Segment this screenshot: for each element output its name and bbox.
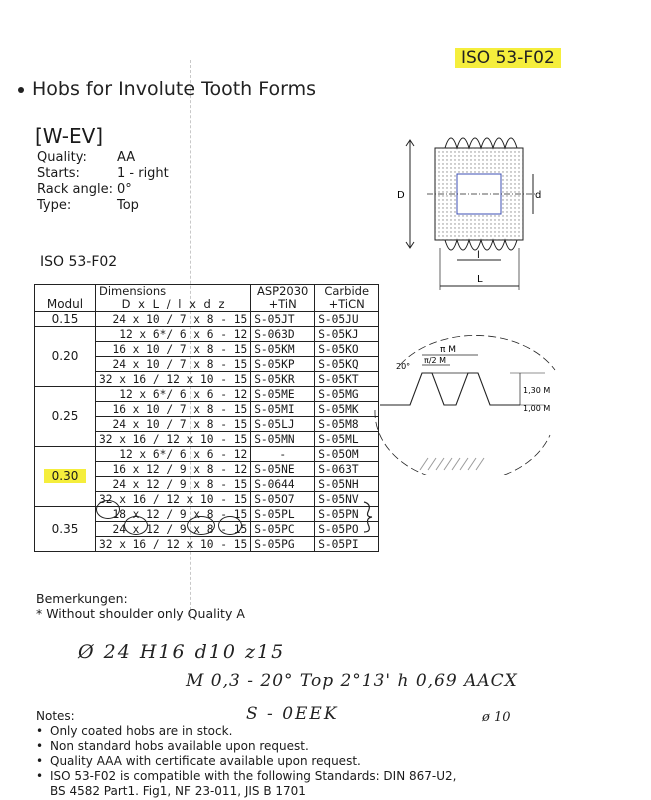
- carbide-cell: S-05KQ: [315, 357, 379, 372]
- header-dimensions: [96, 285, 251, 312]
- header-asp-sub: +TiN: [268, 297, 297, 311]
- dimension-cell: 16 x 12 / 9 x 8 - 12: [96, 462, 251, 477]
- property-value: 1 - right: [117, 166, 169, 181]
- carbide-cell: S-05KO: [315, 342, 379, 357]
- product-code: [W-EV]: [35, 124, 104, 148]
- header-asp-title: ASP2030: [257, 284, 309, 298]
- modul-cell: [35, 447, 96, 507]
- remarks-heading: Bemerkungen:: [36, 591, 128, 606]
- handwritten-circle-10: [187, 516, 215, 535]
- label-L: L: [477, 274, 483, 285]
- asp-cell: S-05KR: [251, 372, 315, 387]
- asp-cell: S-0644: [251, 477, 315, 492]
- hob-teeth-top: [445, 138, 517, 148]
- asp-cell: S-05KP: [251, 357, 315, 372]
- header-carbide: [315, 285, 379, 312]
- hatch-base: [420, 458, 484, 470]
- modul-highlight: 0.30: [44, 469, 87, 483]
- property-label: Rack angle:: [37, 182, 113, 197]
- handwritten-line-1: Ø 24 H16 d10 z15: [78, 641, 286, 663]
- list-item: • Only coated hobs are in stock.: [36, 724, 456, 739]
- label-130m: 1,30 M: [523, 386, 551, 395]
- notes-heading: Notes:: [36, 709, 75, 723]
- label-100m: 1,00 M: [523, 404, 551, 413]
- header-modul-text: Modul: [46, 297, 84, 311]
- asp-cell: S-063D: [251, 327, 315, 342]
- property-label: Type:: [37, 198, 72, 213]
- page-title: [18, 78, 316, 100]
- carbide-cell: S-05M8: [315, 417, 379, 432]
- asp-cell: S-05ME: [251, 387, 315, 402]
- property-value: Top: [117, 198, 139, 213]
- carbide-cell: S-05JU: [315, 312, 379, 327]
- handwritten-line-4: ø 10: [482, 710, 511, 725]
- asp-cell: -: [251, 447, 315, 462]
- bullet-icon: [18, 87, 24, 93]
- property-row: [37, 166, 169, 182]
- table-row: [35, 312, 379, 327]
- list-item-continuation: BS 4582 Part1. Fig1, NF 23-011, JIS B 1701: [50, 784, 306, 798]
- handwritten-circle-15: [218, 516, 242, 535]
- tooth-profile-drawing: [370, 325, 570, 475]
- dimension-cell: 24 x 10 / 7 x 8 - 15: [96, 417, 251, 432]
- carbide-cell: S-05PN: [315, 507, 379, 522]
- handwritten-circle-24: [96, 500, 120, 519]
- carbide-cell: S-05KJ: [315, 327, 379, 342]
- header-asp: [251, 285, 315, 312]
- property-row: [37, 150, 169, 166]
- hob-drawing: [385, 118, 560, 298]
- asp-cell: S-05PG: [251, 537, 315, 552]
- dimension-cell: 24 x 10 / 7 x 8 - 15: [96, 312, 251, 327]
- dimension-cell: 16 x 10 / 7 x 8 - 15: [96, 402, 251, 417]
- label-d: d: [535, 190, 542, 201]
- carbide-cell: S-05ML: [315, 432, 379, 447]
- property-label: Quality:: [37, 150, 87, 165]
- carbide-cell: S-05NV: [315, 492, 379, 507]
- list-item: • Non standard hobs available upon request.: [36, 739, 456, 754]
- asp-cell: S-05NE: [251, 462, 315, 477]
- handwritten-circle-16: [124, 516, 148, 535]
- asp-cell: S-05PL: [251, 507, 315, 522]
- spec-table: [34, 284, 379, 552]
- label-D: D: [397, 190, 405, 201]
- dimension-cell: 32 x 16 / 12 x 10 - 15: [96, 432, 251, 447]
- modul-cell: 0.20: [35, 327, 96, 387]
- handwritten-line-3: S - 0EEK: [246, 704, 339, 724]
- table-row: [35, 447, 379, 462]
- table-row: [35, 327, 379, 342]
- modul-cell: 0.15: [35, 312, 96, 327]
- product-properties: [37, 150, 169, 214]
- asp-cell: S-05MI: [251, 402, 315, 417]
- tooth-profile: [380, 373, 520, 405]
- dimension-cell: 12 x 6*/ 6 x 6 - 12: [96, 327, 251, 342]
- handwritten-bracket: [362, 500, 376, 534]
- dimension-cell: 32 x 16 / 12 x 10 - 15: [96, 492, 251, 507]
- dimension-cell: 12 x 6*/ 6 x 6 - 12: [96, 447, 251, 462]
- property-value: AA: [117, 150, 136, 165]
- dimension-cell: 24 x 12 / 9 x 8 - 15: [96, 522, 251, 537]
- standard-tag: [455, 48, 561, 68]
- dimension-cell: 12 x 6*/ 6 x 6 - 12: [96, 387, 251, 402]
- carbide-cell: S-05PO: [315, 522, 379, 537]
- asp-cell: S-05KM: [251, 342, 315, 357]
- page-title-text: Hobs for Involute Tooth Forms: [32, 78, 317, 100]
- header-modul: [35, 285, 96, 312]
- header-carbide-title: Carbide: [324, 284, 370, 298]
- carbide-cell: S-063T: [315, 462, 379, 477]
- asp-cell: S-05MN: [251, 432, 315, 447]
- property-label: Starts:: [37, 166, 80, 181]
- dimension-cell: 18 x 12 / 9 x 8 - 15: [96, 507, 251, 522]
- label-angle: 20°: [396, 362, 411, 371]
- carbide-cell: S-05OM: [315, 447, 379, 462]
- table-row: [35, 387, 379, 402]
- property-row: [37, 198, 169, 214]
- asp-cell: S-05O7: [251, 492, 315, 507]
- dimension-cell: 32 x 16 / 12 x 10 - 15: [96, 372, 251, 387]
- modul-cell: 0.35: [35, 507, 96, 552]
- carbide-cell: S-05MK: [315, 402, 379, 417]
- asp-cell: S-05PC: [251, 522, 315, 537]
- dimension-cell: 16 x 10 / 7 x 8 - 15: [96, 342, 251, 357]
- dimension-cell: 24 x 10 / 7 x 8 - 15: [96, 357, 251, 372]
- label-half-pi-m: π/2 M: [424, 356, 447, 365]
- property-row: [37, 182, 169, 198]
- carbide-cell: S-05MG: [315, 387, 379, 402]
- standard-tag-text: ISO 53-F02: [455, 48, 561, 68]
- table-standard-label: ISO 53-F02: [40, 254, 118, 270]
- handwritten-line-2: M 0,3 - 20° Top 2°13' h 0,69 AACX: [186, 671, 518, 691]
- asp-cell: S-05JT: [251, 312, 315, 327]
- label-l: l: [477, 250, 480, 261]
- header-dimensions-title: Dimensions: [99, 284, 167, 298]
- carbide-cell: S-05KT: [315, 372, 379, 387]
- remarks: [36, 591, 245, 621]
- table-header-row: [35, 285, 379, 312]
- list-item: • Quality AAA with certificate available upon request.: [36, 754, 456, 769]
- dimension-cell: 32 x 16 / 12 x 10 - 15: [96, 537, 251, 552]
- header-dimensions-sub: D x L / l x d z: [121, 297, 225, 311]
- list-item: • ISO 53-F02 is compatible with the following Standards: DIN 867-U2,: [36, 769, 456, 784]
- notes-list: [36, 724, 456, 799]
- asp-cell: S-05LJ: [251, 417, 315, 432]
- header-carbide-sub: +TiCN: [328, 297, 365, 311]
- property-value: 0°: [117, 182, 132, 197]
- remarks-text: * Without shoulder only Quality A: [36, 606, 245, 621]
- dimension-cell: 24 x 12 / 9 x 8 - 15: [96, 477, 251, 492]
- carbide-cell: S-05PI: [315, 537, 379, 552]
- modul-cell: 0.25: [35, 387, 96, 447]
- label-pi-m: π M: [440, 345, 457, 355]
- carbide-cell: S-05NH: [315, 477, 379, 492]
- hob-teeth-bottom: [445, 240, 517, 250]
